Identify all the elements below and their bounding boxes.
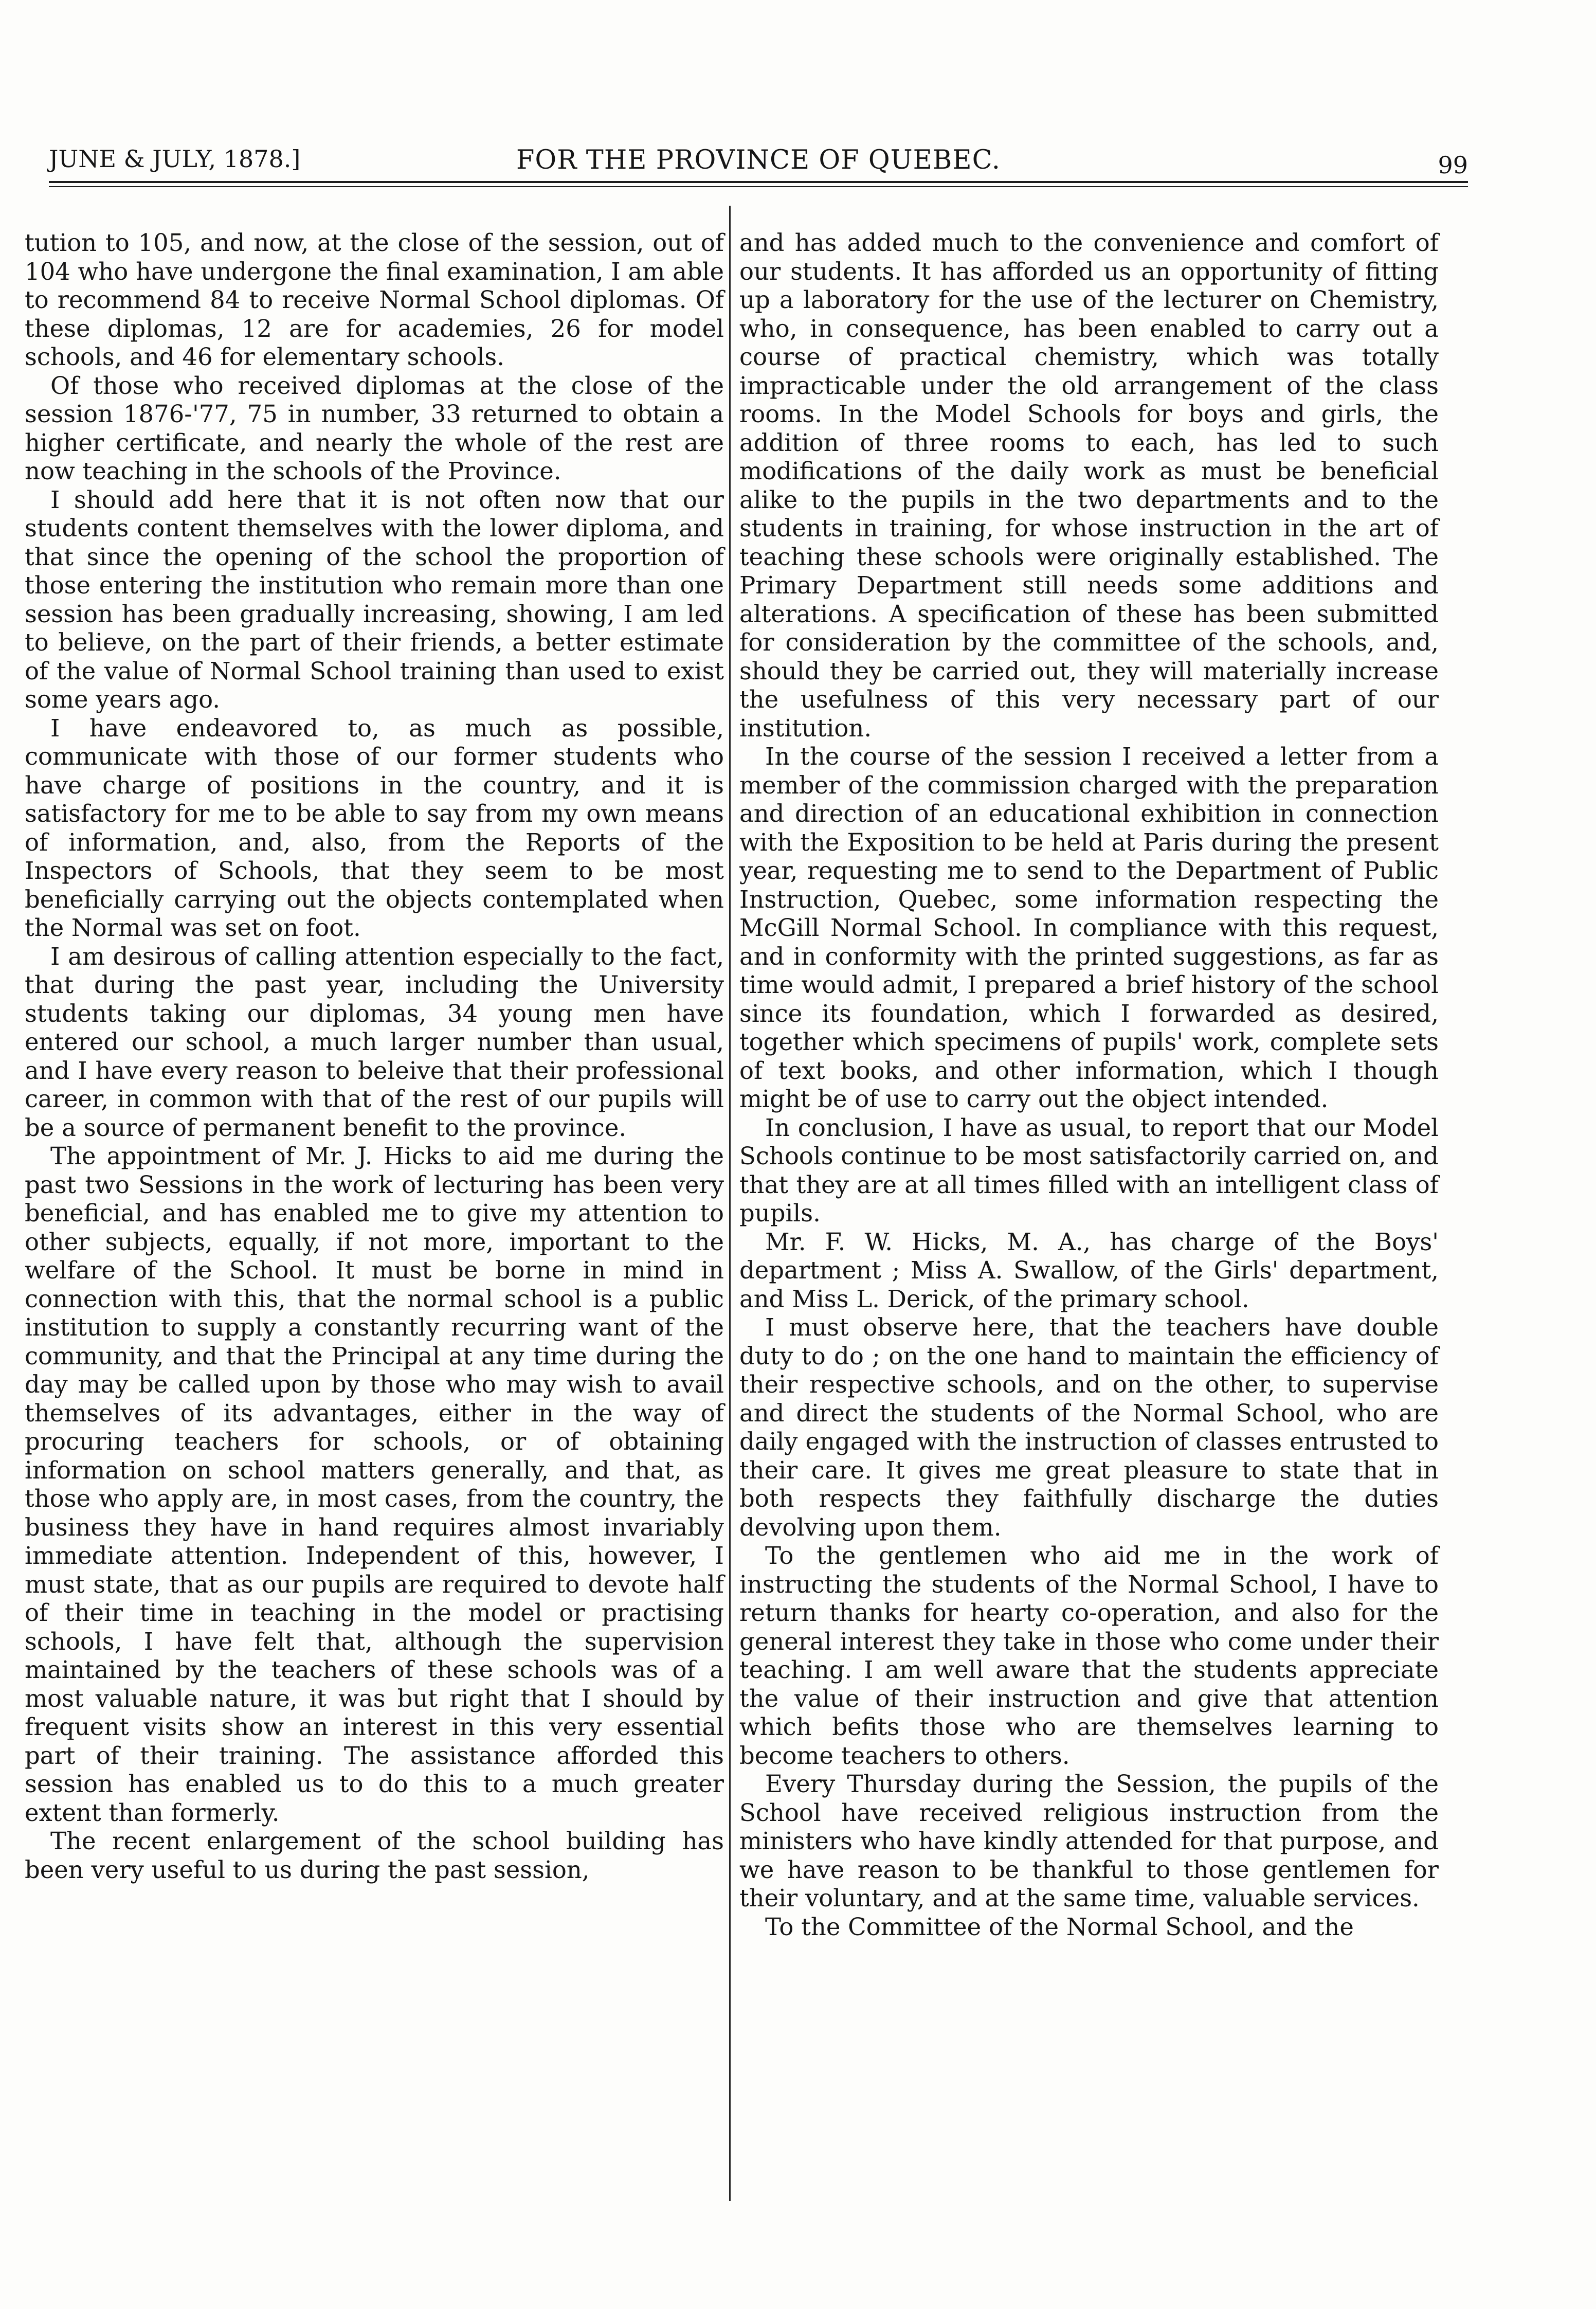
paragraph: Mr. F. W. Hicks, M. A., has charge of the Boys' department ; Miss A. Swallow, of the Girls' department, and Miss L. Derick, of the primary school.	[739, 1228, 1439, 1313]
paragraph: To the Committee of the Normal School, and the	[765, 1913, 1354, 1941]
header-rule-thick	[49, 181, 1468, 183]
paragraph: I am desirous of calling attention especially to the fact, that during the past year, including the University students taking our diplomas, 34 young men have entered our school, a much larger number than usual, and I have every reason to beleive that their professional career, in common with that of the rest of our pupils will be a source of permanent benefit to the province.	[25, 942, 724, 1142]
header-rule-thin	[49, 186, 1468, 187]
right-column	[739, 229, 1439, 1941]
paragraph: I have endeavored to, as much as possible, communicate with those of our former students who have charge of positions in the country, and it is satisfactory for me to be able to say from my own means of information, and, also, from the Reports of the Inspectors of Schools, that they seem to be most beneficially carrying out the objects contemplated when the Normal was set on foot.	[25, 714, 724, 942]
paragraph: The recent enlargement of the school building has been very useful to us during the past session,	[25, 1827, 724, 1884]
paragraph: I must observe here, that the teachers have double duty to do ; on the one hand to maintain the efficiency of their respective schools, and on the other, to supervise and direct the students of the Normal School, who are daily engaged with the instruction of classes entrusted to their care. It gives me great pleasure to state that in both respects they faithfully discharge the duties devolving upon them.	[739, 1313, 1439, 1541]
left-column	[25, 229, 724, 1884]
running-head-title: FOR THE PROVINCE OF QUEBEC.	[516, 145, 1001, 175]
paragraph: In conclusion, I have as usual, to report that our Model Schools continue to be most satisfactorily carried on, and that they are at all times filled with an intelligent class of pupils.	[739, 1113, 1439, 1227]
column-divider	[729, 206, 731, 2201]
paragraph: I should add here that it is not often now that our students content themselves with the lower diploma, and that since the opening of the school the proportion of those entering the institution who remain more than one session has been gradually increasing, showing, I am led to believe, on the part of their friends, a better estimate of the value of Normal School training than used to exist some years ago.	[25, 485, 724, 713]
paragraph: tution to 105, and now, at the close of the session, out of 104 who have undergone the final examination, I am able to recommend 84 to receive Normal School diplomas. Of these diplomas, 12 are for academies, 26 for model schools, and 46 for elementary schools.	[25, 229, 724, 371]
paragraph: The appointment of Mr. J. Hicks to aid me during the past two Sessions in the work of lecturing has been very beneficial, and has enabled me to give my attention to other subjects, equally, if not more, important to the welfare of the School. It must be borne in mind in connection with this, that the normal school is a public institution to supply a constantly recurring want of the community, and that the Principal at any time during the day may be called upon by those who may wish to avail themselves of its advantages, either in the way of procuring teachers for schools, or of obtaining information on school matters generally, and that, as those who apply are, in most cases, from the country, the business they have in hand requires almost invariably immediate attention. Independent of this, however, I must state, that as our pupils are required to devote half of their time in teaching in the model or practising schools, I have felt that, although the supervision maintained by the teachers of these schools was of a most valuable nature, it was but right that I should by frequent visits show an interest in this very essential part of their training. The assistance afforded this session has enabled us to do this to a much greater extent than formerly.	[25, 1142, 724, 1827]
paragraph: Every Thursday during the Session, the pupils of the School have received religious instruction from the ministers who have kindly attended for that purpose, and we have reason to be thankful to those gentlemen for their voluntary, and at the same time, valuable services.	[739, 1770, 1439, 1912]
page-number: 99	[1438, 151, 1468, 179]
running-head-date: JUNE & JULY, 1878.]	[49, 145, 301, 173]
paragraph: In the course of the session I received a letter from a member of the commission charged with the preparation and direction of an educational exhibition in connection with the Exposition to be held at Paris during the present year, requesting me to send to the Department of Public Instruction, Quebec, some information respecting the McGill Normal School. In compliance with this request, and in conformity with the printed suggestions, as far as time would admit, I prepared a brief history of the school since its foundation, which I forwarded as desired, together which specimens of pupils' work, complete sets of text books, and other information, which I though might be of use to carry out the object intended.	[739, 743, 1439, 1113]
paragraph: Of those who received diplomas at the close of the session 1876-'77, 75 in number, 33 returned to obtain a higher certificate, and nearly the whole of the rest are now teaching in the schools of the Province.	[25, 371, 724, 485]
paragraph: To the gentlemen who aid me in the work of instructing the students of the Normal School, I have to return thanks for hearty co-operation, and also for the general interest they take in those who come under their teaching. I am well aware that the students appreciate the value of their instruction and give that attention which befits those who are themselves learning to become teachers to others.	[739, 1542, 1439, 1770]
paragraph: and has added much to the convenience and comfort of our students. It has afforded us an opportunity of fitting up a laboratory for the use of the lecturer on Chemistry, who, in consequence, has been enabled to carry out a course of practical chemistry, which was totally impracticable under the old arrangement of the class rooms. In the Model Schools for boys and girls, the addition of three rooms to each, has led to such modifications of the daily work as must be beneficial alike to the pupils in the two departments and to the students in training, for whose instruction in the art of teaching these schools were originally established. The Primary Department still needs some additions and alterations. A specification of these has been submitted for consideration by the committee of the schools, and, should they be carried out, they will materially increase the usefulness of this very necessary part of our institution.	[739, 229, 1439, 742]
